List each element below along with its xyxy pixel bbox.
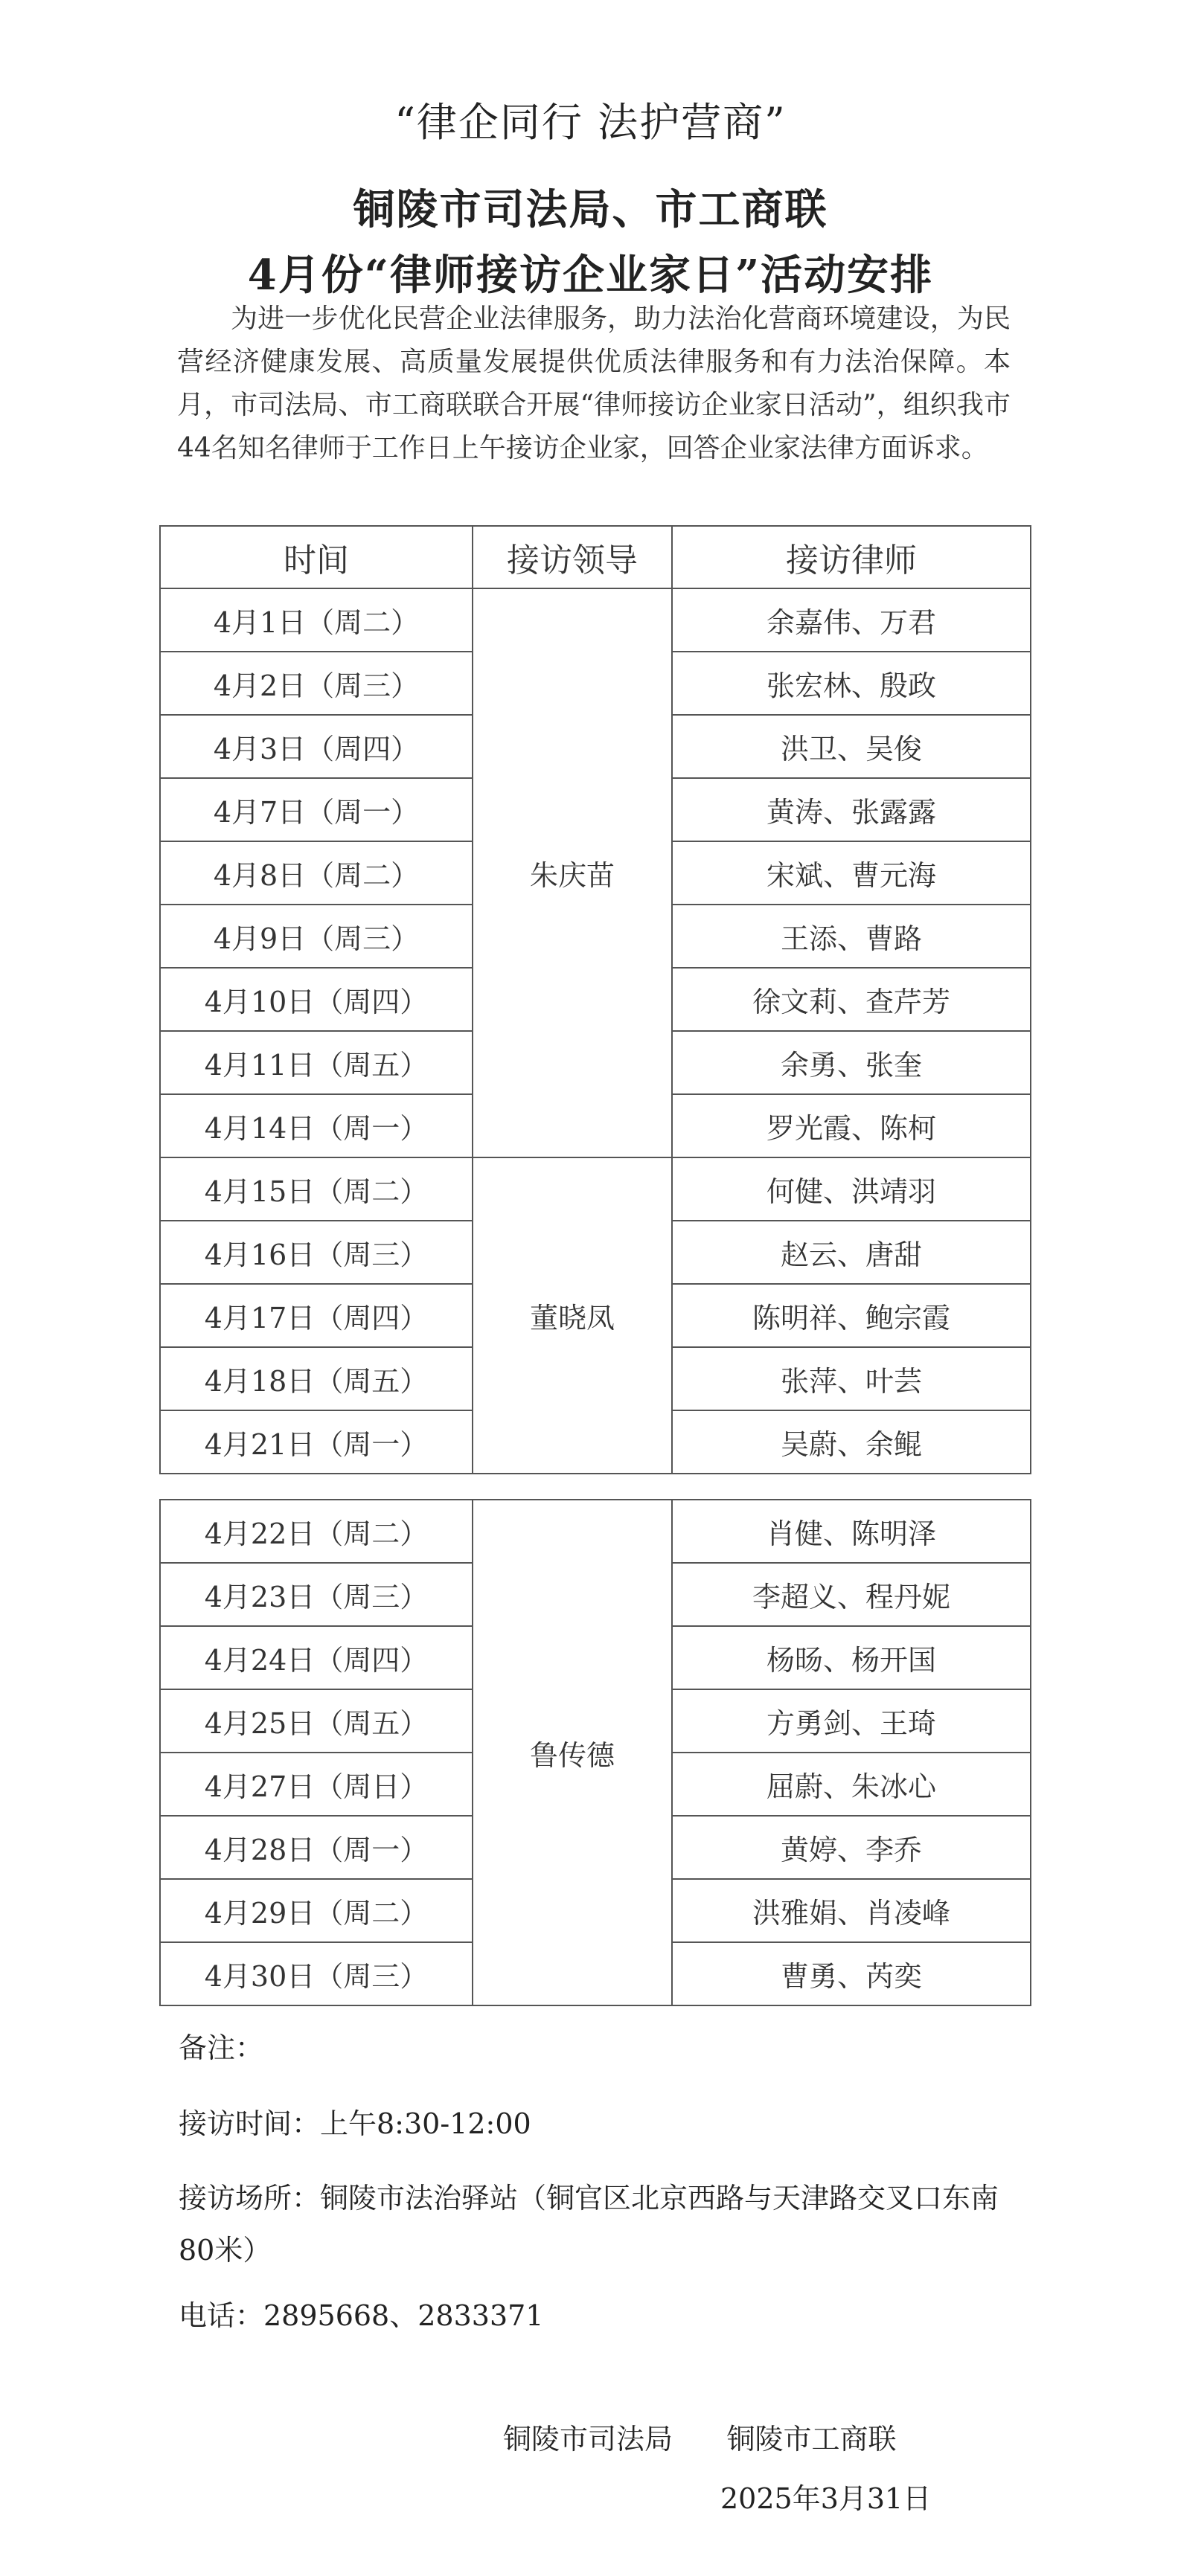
schedule-table-part2 — [159, 1499, 1031, 2006]
lawyers-cell: 屈蔚、朱冰心 — [672, 1753, 1031, 1816]
lawyers-cell: 陈明祥、鲍宗霞 — [672, 1284, 1031, 1347]
date-cell: 4月21日（周一） — [160, 1410, 473, 1474]
lawyers-cell: 洪雅娟、肖凌峰 — [672, 1879, 1031, 1942]
leader-cell: 鲁传德 — [473, 1500, 672, 2005]
table-header-row — [160, 526, 1031, 588]
table-row — [160, 1500, 1031, 1563]
lawyers-cell: 洪卫、吴俊 — [672, 715, 1031, 778]
date-cell: 4月27日（周日） — [160, 1753, 473, 1816]
leader-cell: 朱庆苗 — [473, 588, 672, 1157]
date-cell: 4月11日（周五） — [160, 1031, 473, 1094]
lawyers-cell: 黄涛、张露露 — [672, 778, 1031, 841]
page-title-line2: 4月份“律师接访企业家日”活动安排 — [247, 251, 934, 300]
date-cell: 4月10日（周四） — [160, 968, 473, 1031]
signature-orgs: 铜陵市司法局 铜陵市工商联 — [503, 2423, 897, 2455]
table-row — [160, 588, 1031, 652]
lawyers-cell: 何健、洪靖羽 — [672, 1157, 1031, 1221]
lawyers-cell: 杨旸、杨开国 — [672, 1626, 1031, 1689]
date-cell: 4月9日（周三） — [160, 905, 473, 968]
slogan: “律企同行 法护营商” — [394, 99, 787, 146]
lawyers-cell: 余嘉伟、万君 — [672, 588, 1031, 652]
lawyers-cell: 吴蔚、余鲲 — [672, 1410, 1031, 1474]
page-title-line1: 铜陵市司法局、市工商联 — [353, 185, 828, 234]
header-leader: 接访领导 — [473, 526, 672, 588]
date-cell: 4月2日（周三） — [160, 652, 473, 715]
header-time: 时间 — [160, 526, 473, 588]
header-lawyers: 接访律师 — [672, 526, 1031, 588]
date-cell: 4月29日（周二） — [160, 1879, 473, 1942]
date-cell: 4月14日（周一） — [160, 1094, 473, 1157]
date-cell: 4月22日（周二） — [160, 1500, 473, 1563]
leader-cell: 董晓凤 — [473, 1157, 672, 1474]
notes-label: 备注： — [179, 2031, 264, 2064]
date-cell: 4月30日（周三） — [160, 1942, 473, 2005]
lawyers-cell: 李超义、程丹妮 — [672, 1563, 1031, 1626]
date-cell: 4月16日（周三） — [160, 1221, 473, 1284]
date-cell: 4月3日（周四） — [160, 715, 473, 778]
date-cell: 4月25日（周五） — [160, 1689, 473, 1753]
lawyers-cell: 王添、曹路 — [672, 905, 1031, 968]
date-cell: 4月7日（周一） — [160, 778, 473, 841]
lawyers-cell: 张宏林、殷政 — [672, 652, 1031, 715]
notes-place: 接访场所：铜陵市法治驿站（铜官区北京西路与天津路交叉口东南80米） — [179, 2182, 999, 2267]
notes-phone: 电话：2895668、2833371 — [179, 2299, 544, 2332]
date-cell: 4月1日（周二） — [160, 588, 473, 652]
signature-date: 2025年3月31日 — [720, 2482, 932, 2515]
intro-paragraph: 为进一步优化民营企业法律服务，助力法治化营商环境建设，为民营经济健康发展、高质量发展提供优质法律服务和有力法治保障。本月，市司法局、市工商联联合开展“律师接访企业家日活动”，组织我市44名知名律师于工作日上午接访企业家，回答企业家法律方面诉求。 — [177, 303, 1011, 463]
lawyers-cell: 宋斌、曹元海 — [672, 841, 1031, 905]
lawyers-cell: 方勇剑、王琦 — [672, 1689, 1031, 1753]
date-cell: 4月28日（周一） — [160, 1816, 473, 1879]
lawyers-cell: 曹勇、芮奕 — [672, 1942, 1031, 2005]
lawyers-cell: 余勇、张奎 — [672, 1031, 1031, 1094]
lawyers-cell: 肖健、陈明泽 — [672, 1500, 1031, 1563]
date-cell: 4月17日（周四） — [160, 1284, 473, 1347]
notes-time: 接访时间：上午8:30-12:00 — [179, 2107, 531, 2140]
lawyers-cell: 张萍、叶芸 — [672, 1347, 1031, 1410]
lawyers-cell: 罗光霞、陈柯 — [672, 1094, 1031, 1157]
date-cell: 4月15日（周二） — [160, 1157, 473, 1221]
date-cell: 4月18日（周五） — [160, 1347, 473, 1410]
lawyers-cell: 赵云、唐甜 — [672, 1221, 1031, 1284]
lawyers-cell: 黄婷、李乔 — [672, 1816, 1031, 1879]
lawyers-cell: 徐文莉、查芹芳 — [672, 968, 1031, 1031]
date-cell: 4月23日（周三） — [160, 1563, 473, 1626]
schedule-table-part1 — [159, 525, 1031, 1474]
date-cell: 4月8日（周二） — [160, 841, 473, 905]
date-cell: 4月24日（周四） — [160, 1626, 473, 1689]
table-row — [160, 1157, 1031, 1221]
